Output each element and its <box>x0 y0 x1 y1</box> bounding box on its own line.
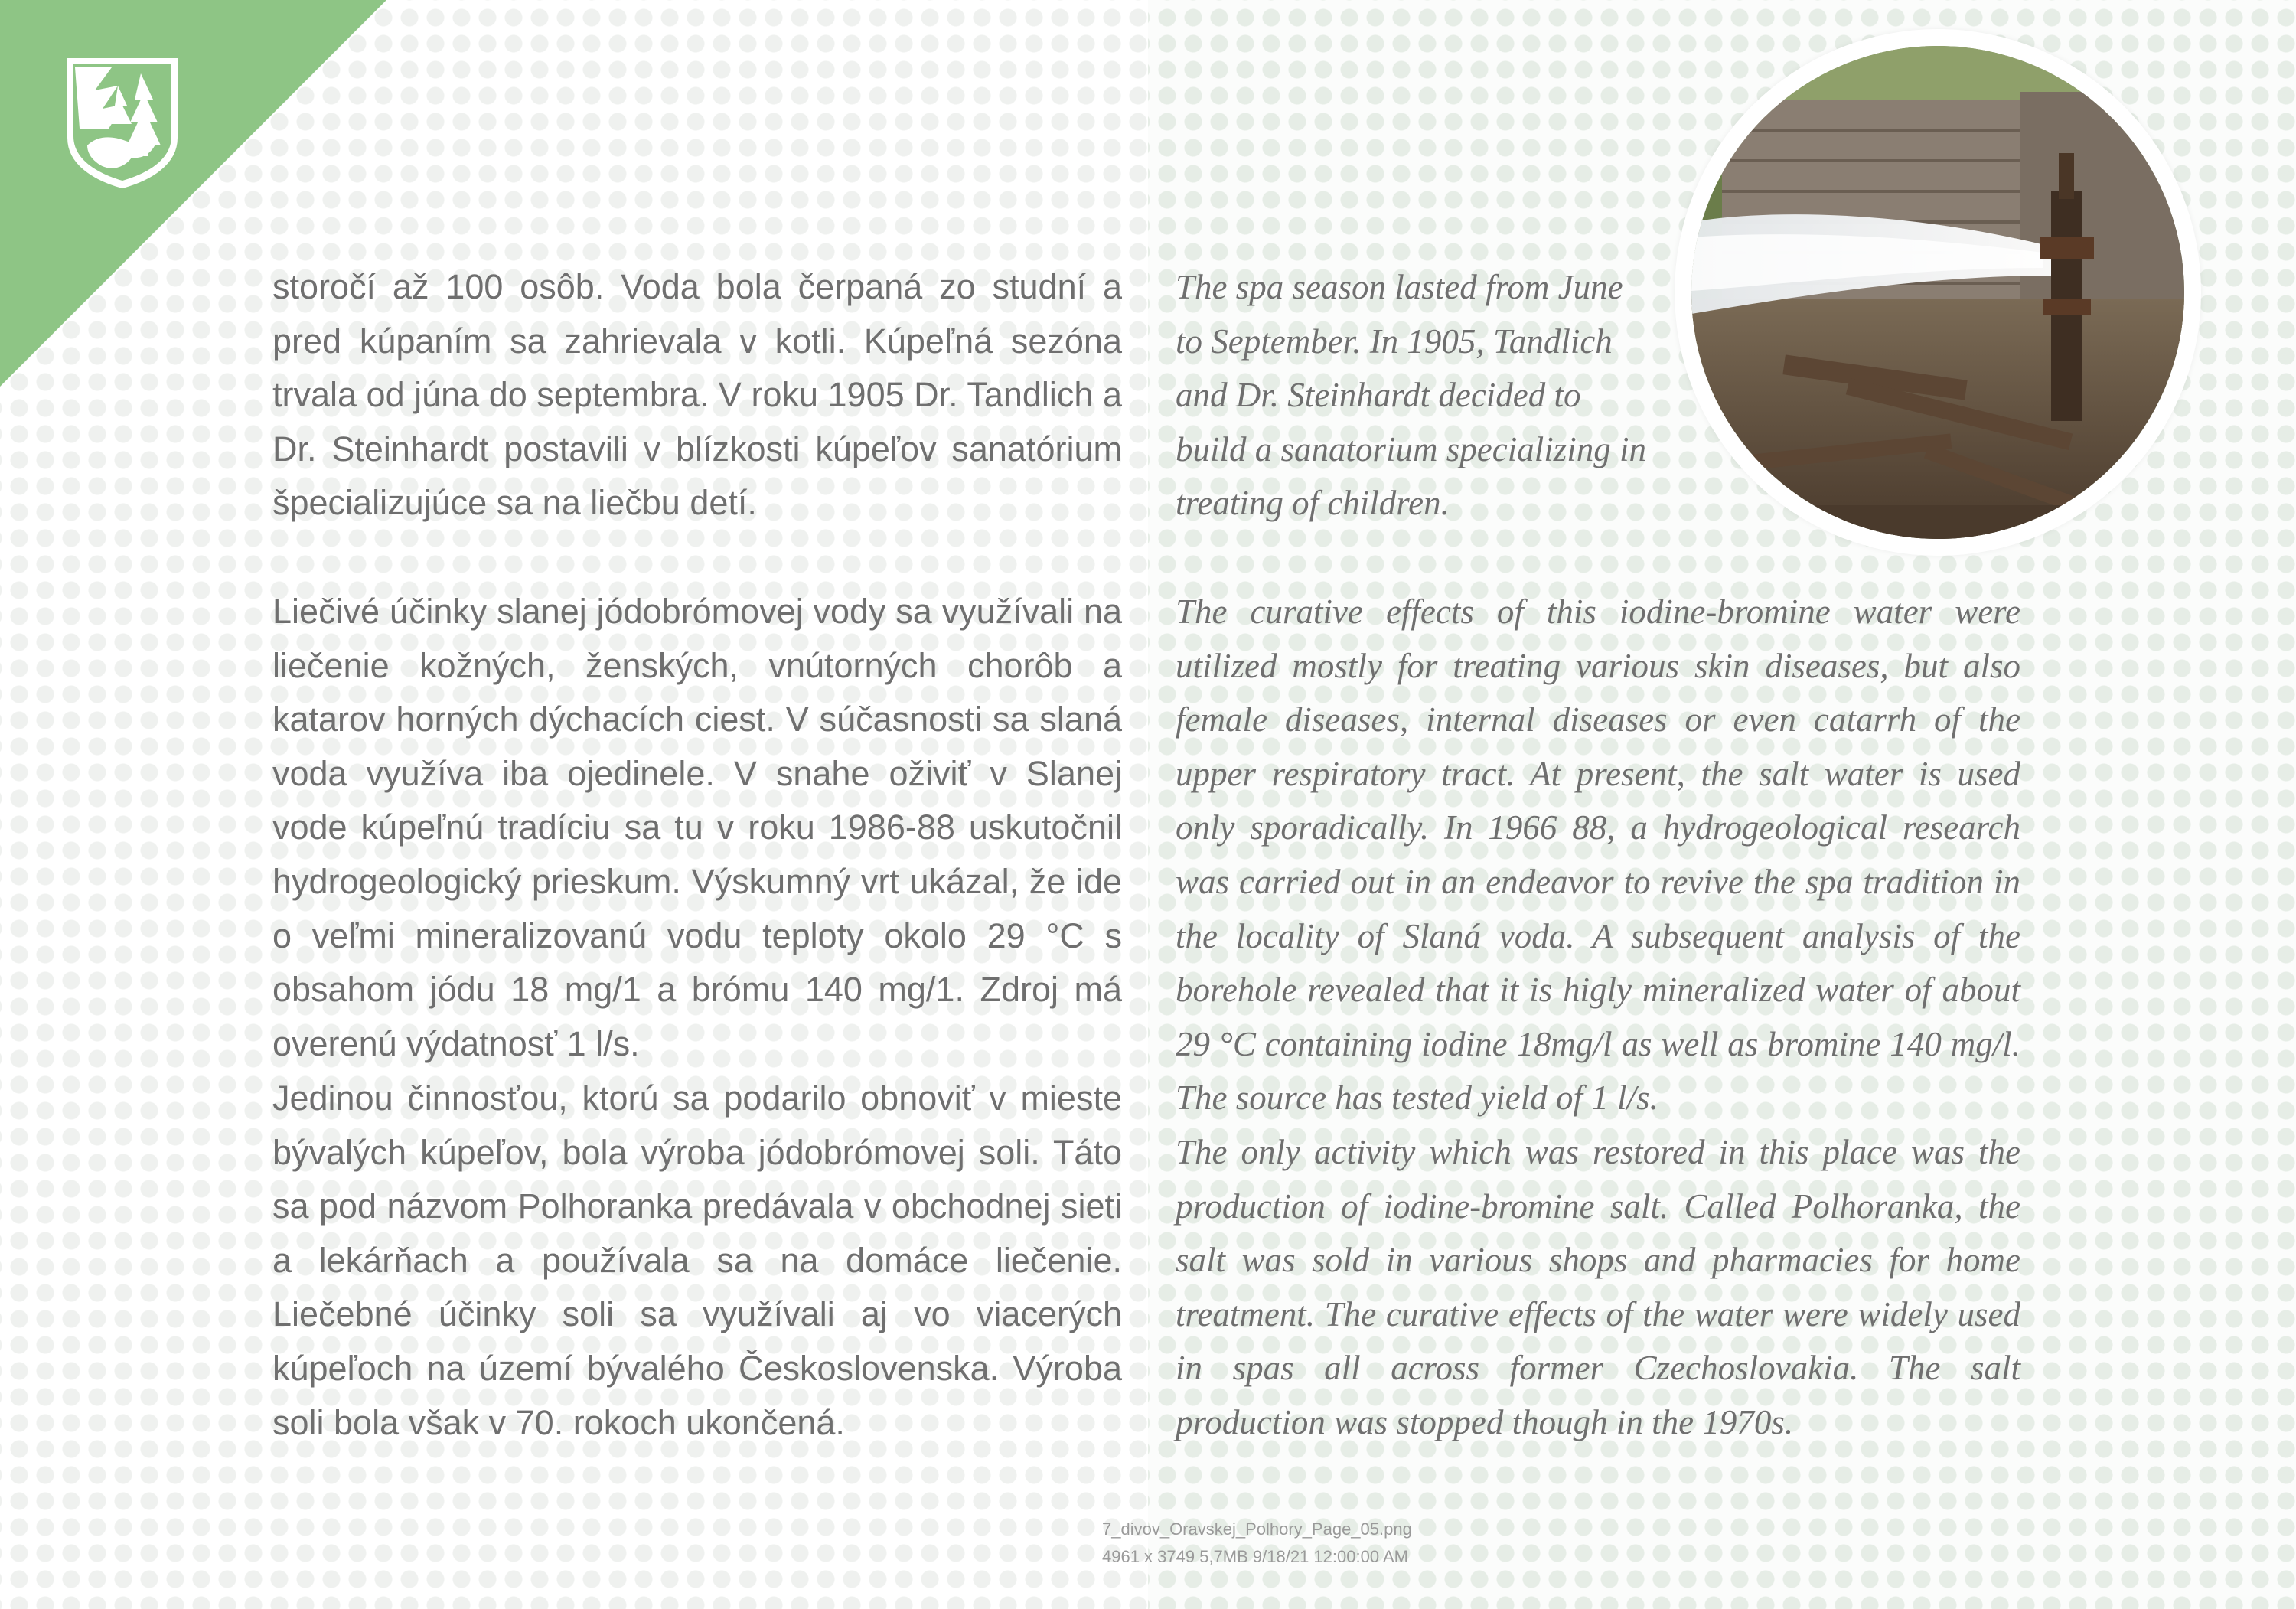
coat-of-arms-icon <box>64 55 181 190</box>
left-paragraph-2: Liečivé účinky slanej jódobrómovej vody sa využívali na liečenie kožných, ženských, vnútorných chorôb a katarov horných dýchacích ciest. V súčasnosti sa slaná voda využíva iba ojedinele. V snahe oživiť v Slanej vode kúpeľnú tradíciu sa tu v roku 1986-88 uskutočnil hydrogeologický prieskum. Výskumný vrt ukázal, že ide o veľmi mineralizovanú vodu teploty okolo 29 °C s obsahom jódu 18 mg/1 a brómu 140 mg/1. Zdroj má overenú výdatnosť 1 l/s. <box>272 592 1122 1063</box>
file-caption <box>1102 1516 1485 1571</box>
file-name: 7_divov_Oravskej_Polhory_Page_05.png <box>1102 1519 1412 1539</box>
file-info: 4961 x 3749 5,7MB 9/18/21 12:00:00 AM <box>1102 1547 1408 1566</box>
right-paragraph-3: The only activity which was restored in this place was the production of iodine-bromine salt. Called Polhoranka, the salt was sold in various shops and pharmacies for home treatment. The curative effects of the water were widely used in spas all across former Czechoslovakia. The salt production was stopped though in the 1970s. <box>1176 1133 2020 1441</box>
right-paragraph-2: The curative effects of this iodine-bromine water were utilized mostly for treating various skin diseases, but also female diseases, internal diseases or even catarrh of the upper respiratory tract. At present, the salt water is used only sporadically. In 1966 88, a hydrogeological research was carried out in an endeavor to revive the spa tradition in the locality of Slaná voda. A subsequent analysis of the borehole revealed that it is higly mineralized water of about 29 °C containing iodine 18mg/l as well as bromine 140 mg/l. The source has tested yield of 1 l/s. <box>1176 592 2020 1118</box>
borehole-water-jet-photo <box>1691 46 2184 539</box>
right-paragraph-1: The spa season lasted from June to September. In 1905, Tandlich and Dr. Steinhardt decided to build a sanatorium specializing in treating of children. <box>1176 268 1647 523</box>
left-paragraph-1: storočí až 100 osôb. Voda bola čerpaná zo studní a pred kúpaním sa zahrievala v kotli. Kúpeľná sezóna trvala od júna do septembra. V roku 1905 Dr. Tandlich a Dr. Steinhardt postavili v blízkosti kúpeľov sanatórium špecializujúce sa na liečbu detí. <box>272 267 1122 523</box>
left-paragraph-3: Jedinou činnosťou, ktorú sa podarilo obnoviť v mieste bývalých kúpeľov, bola výroba jódobrómovej soli. Táto sa pod názvom Polhoranka predávala v obchodnej sieti a lekárňach a používala sa na domáce liečenie. Liečebné účinky soli sa využívali aj vo viacerých kúpeľoch na území bývalého Československa. Výroba soli bola však v 70. rokoch ukončená. <box>272 1079 1122 1442</box>
